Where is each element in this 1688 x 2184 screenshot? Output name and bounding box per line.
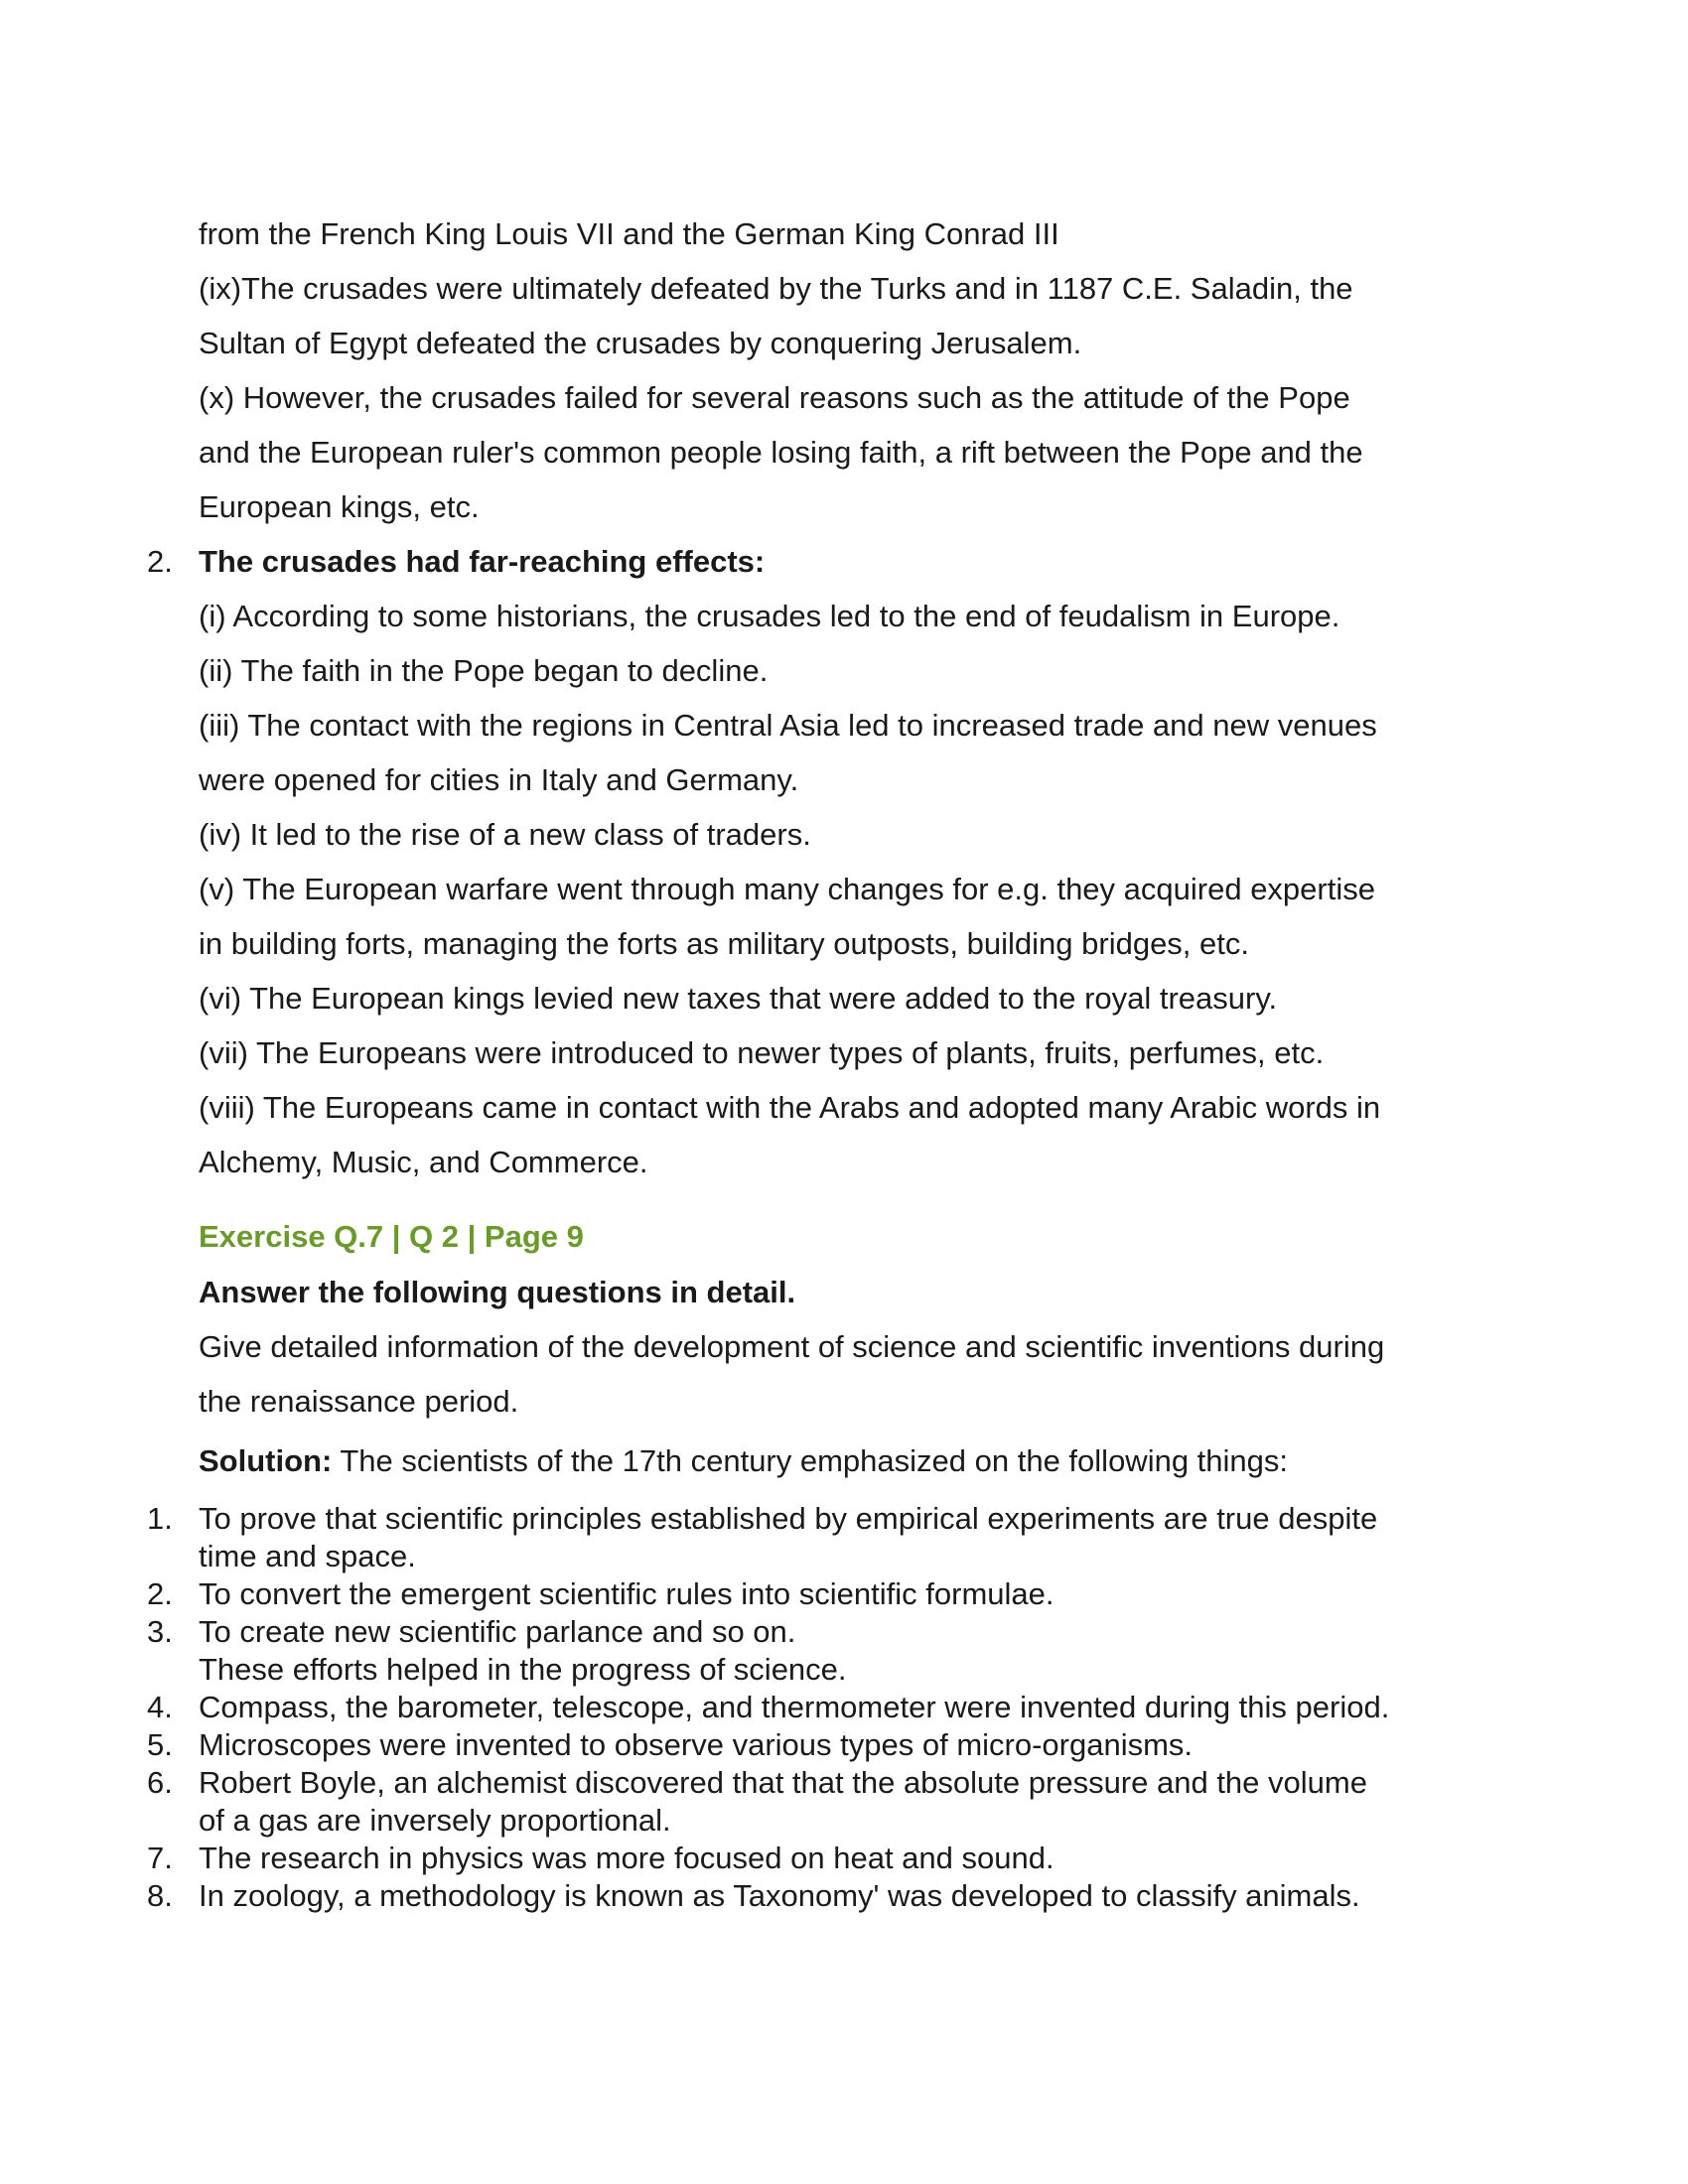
list-item: Microscopes were invented to observe various types of micro-organisms. bbox=[199, 1727, 1194, 1762]
solution-intro bbox=[199, 1441, 1288, 1481]
exercise-instruction: Answer the following questions in detail. bbox=[199, 1275, 796, 1309]
list-item: of a gas are inversely proportional. bbox=[199, 1803, 671, 1838]
text-line: Sultan of Egypt defeated the crusades by conquering Jerusalem. bbox=[199, 326, 1082, 360]
question-line: the renaissance period. bbox=[199, 1384, 519, 1419]
list-number: 4. bbox=[147, 1690, 173, 1724]
text-line: (vi) The European kings levied new taxes that were added to the royal treasury. bbox=[199, 981, 1278, 1016]
text-line: (v) The European warfare went through many changes for e.g. they acquired expertise bbox=[199, 872, 1375, 906]
text-line: (x) However, the crusades failed for several reasons such as the attitude of the Pope bbox=[199, 380, 1350, 415]
text-line: (viii) The Europeans came in contact with the Arabs and adopted many Arabic words in bbox=[199, 1090, 1381, 1125]
text-line: (iv) It led to the rise of a new class of traders. bbox=[199, 817, 811, 852]
text-line: and the European ruler's common people losing faith, a rift between the Pope and the bbox=[199, 435, 1363, 470]
text-line: (vii) The Europeans were introduced to newer types of plants, fruits, perfumes, etc. bbox=[199, 1035, 1325, 1070]
list-number: 8. bbox=[147, 1878, 173, 1913]
text-line: European kings, etc. bbox=[199, 489, 480, 524]
text-line: from the French King Louis VII and the German King Conrad III bbox=[199, 216, 1059, 251]
list-item: To convert the emergent scientific rules into scientific formulae. bbox=[199, 1576, 1055, 1611]
list-number: 7. bbox=[147, 1841, 173, 1875]
text-line: (iii) The contact with the regions in Central Asia led to increased trade and new venues bbox=[199, 708, 1377, 743]
list-item: The research in physics was more focused on heat and sound. bbox=[199, 1841, 1055, 1875]
list-number: 2. bbox=[147, 544, 173, 579]
solution-label: Solution: bbox=[199, 1443, 333, 1478]
list-item: Robert Boyle, an alchemist discovered that that the absolute pressure and the volume bbox=[199, 1765, 1367, 1800]
text-line: in building forts, managing the forts as military outposts, building bridges, etc. bbox=[199, 926, 1249, 961]
list-item: Compass, the barometer, telescope, and thermometer were invented during this period. bbox=[199, 1690, 1390, 1724]
list-item: These efforts helped in the progress of science. bbox=[199, 1652, 847, 1687]
list-item: time and space. bbox=[199, 1539, 416, 1573]
list-number: 1. bbox=[147, 1501, 173, 1536]
exercise-title: Exercise Q.7 | Q 2 | Page 9 bbox=[199, 1219, 584, 1254]
text-line: (i) According to some historians, the crusades led to the end of feudalism in Europe. bbox=[199, 599, 1340, 633]
section-heading: The crusades had far-reaching effects: bbox=[199, 544, 766, 579]
list-item: In zoology, a methodology is known as Taxonomy' was developed to classify animals. bbox=[199, 1878, 1360, 1913]
list-number: 3. bbox=[147, 1614, 173, 1649]
list-item: To create new scientific parlance and so on. bbox=[199, 1614, 796, 1649]
list-number: 6. bbox=[147, 1765, 173, 1800]
text-line: (ii) The faith in the Pope began to decline. bbox=[199, 653, 769, 688]
text-line: Alchemy, Music, and Commerce. bbox=[199, 1145, 648, 1179]
list-number: 2. bbox=[147, 1576, 173, 1611]
question-line: Give detailed information of the development of science and scientific inventions during bbox=[199, 1329, 1385, 1364]
solution-text: The scientists of the 17th century emphasized on the following things: bbox=[332, 1443, 1289, 1478]
text-line: (ix)The crusades were ultimately defeated by the Turks and in 1187 C.E. Saladin, the bbox=[199, 271, 1353, 306]
list-number: 5. bbox=[147, 1727, 173, 1762]
text-line: were opened for cities in Italy and Germany. bbox=[199, 762, 799, 797]
list-item: To prove that scientific principles established by empirical experiments are true despite bbox=[199, 1501, 1378, 1536]
